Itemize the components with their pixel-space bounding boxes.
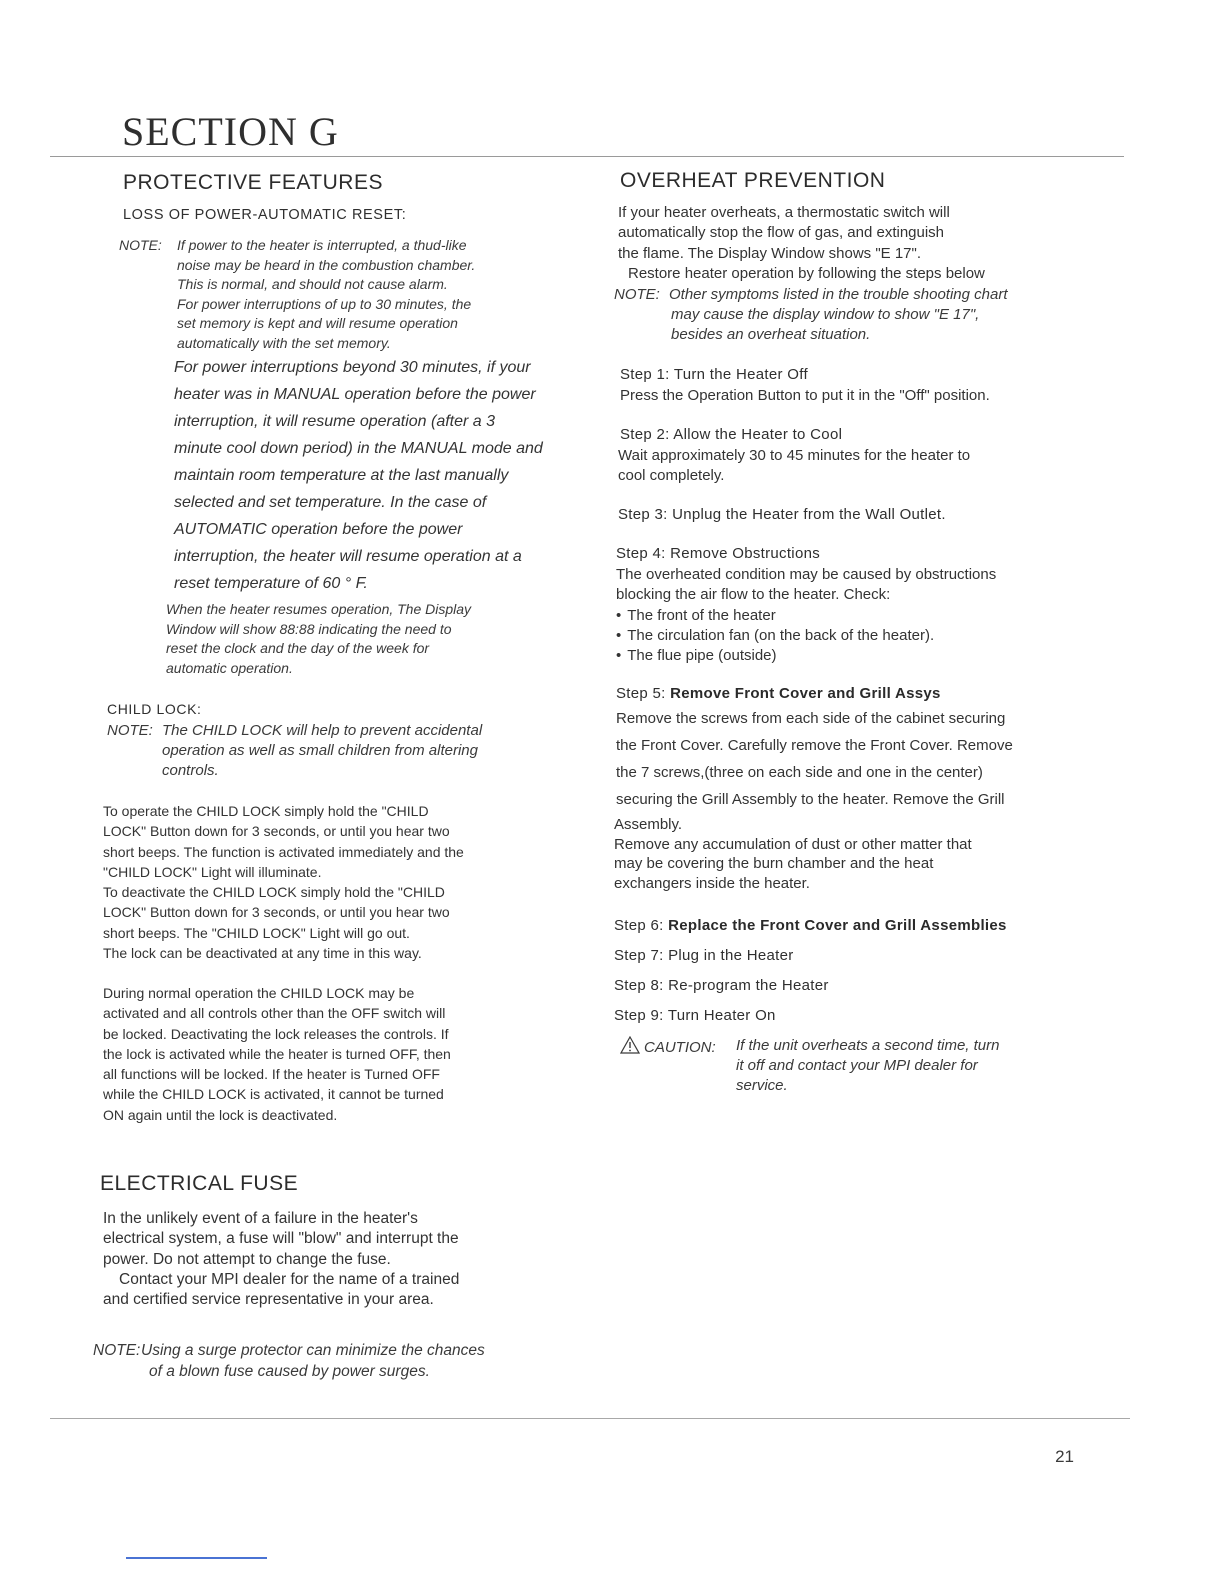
note-line: Other symptoms listed in the trouble shooting chart — [669, 286, 1008, 303]
note-line: For power interruptions of up to 30 minutes, the — [177, 295, 472, 312]
paragraph-line: exchangers inside the heater. — [614, 874, 810, 892]
note-line: Using a surge protector can minimize the chances — [141, 1342, 485, 1359]
paragraph-line: The lock can be deactivated at any time in this way. — [103, 945, 422, 962]
note-line: This is normal, and should not cause alarm. — [177, 276, 448, 292]
section-title: SECTION G — [122, 109, 339, 154]
paragraph-line: ON again until the lock is deactivated. — [103, 1106, 338, 1123]
note-line: automatic operation. — [166, 659, 293, 676]
paragraph-line: Wait approximately 30 to 45 minutes for the heater to — [618, 447, 971, 464]
paragraph-line: The overheated condition may be caused by obstructions — [616, 566, 997, 583]
paragraph-line: To deactivate the CHILD LOCK simply hold the "CHILD — [103, 884, 445, 901]
electrical-fuse-heading: ELECTRICAL FUSE — [100, 1172, 299, 1195]
note-line: If power to the heater is interrupted, a thud-like — [177, 237, 467, 253]
list-item: • The front of the heater — [616, 606, 1086, 626]
step-5-bold: Remove Front Cover and Grill Assys — [670, 685, 941, 702]
paragraph-line: all functions will be locked. If the heater is Turned OFF — [103, 1066, 440, 1083]
note-line: set memory is kept and will resume operation — [177, 315, 458, 331]
resume-operation-note — [166, 600, 586, 678]
paragraph-line: short beeps. The function is activated immediately and the — [103, 843, 464, 860]
paragraph-line: LOCK" Button down for 3 seconds, or until you hear two — [103, 823, 450, 840]
step-5-more-text — [614, 815, 1088, 893]
step-2-text — [618, 446, 1078, 487]
electrical-fuse-paragraph — [103, 1209, 573, 1310]
paragraph-line: cool completely. — [618, 467, 725, 485]
note-line: controls. — [162, 762, 219, 779]
note-line: When the heater resumes operation, The Display — [166, 601, 472, 617]
paragraph-line: electrical system, a fuse will "blow" and interrupt the — [103, 1230, 459, 1248]
power-interruption-paragraph — [174, 354, 586, 597]
paragraph-line: the 7 screws,(three on each side and one in the center) — [616, 764, 983, 781]
note-label: NOTE: — [107, 722, 153, 739]
loss-of-power-note — [119, 236, 589, 356]
paragraph-line: LOCK" Button down for 3 seconds, or until you hear two — [103, 904, 450, 921]
bottom-underline — [126, 1557, 267, 1559]
paragraph-line: the Front Cover. Carefully remove the Front Cover. Remove — [616, 737, 1013, 754]
note-line: automatically with the set memory. — [177, 334, 391, 351]
paragraph-line: may be covering the burn chamber and the heat — [614, 855, 934, 872]
caution-line: service. — [736, 1077, 788, 1094]
paragraph-line: and certified service representative in your area. — [103, 1291, 434, 1309]
paragraph-line: During normal operation the CHILD LOCK may be — [103, 985, 415, 1001]
caution-line: it off and contact your MPI dealer for — [736, 1057, 978, 1074]
paragraph-line: Remove any accumulation of dust or other matter that — [614, 835, 972, 853]
note-label: NOTE: — [614, 286, 660, 303]
paragraph-line: be locked. Deactivating the lock releases the controls. If — [103, 1025, 449, 1042]
paragraph-line: Remove the screws from each side of the cabinet securing — [616, 710, 1006, 727]
paragraph-line: blocking the air flow to the heater. Check: — [616, 586, 891, 604]
paragraph-line: short beeps. The "CHILD LOCK" Light will go out. — [103, 924, 410, 941]
surge-protector-note — [93, 1341, 563, 1385]
paragraph-line: while the CHILD LOCK is activated, it cannot be turned — [103, 1086, 444, 1103]
paragraph-line: selected and set temperature. In the case of — [174, 494, 487, 511]
step-6-title — [614, 917, 1007, 934]
step-4-title: Step 4: Remove Obstructions — [616, 545, 821, 562]
note-line: operation as well as small children from altering — [162, 742, 478, 759]
paragraph-line: interruption, it will resume operation (after a 3 — [174, 413, 496, 430]
step-4-text — [616, 565, 1086, 666]
bottom-rule — [50, 1418, 1130, 1419]
paragraph-line: activated and all controls other than the OFF switch will — [103, 1005, 446, 1022]
paragraph-line: heater was in MANUAL operation before the power — [174, 386, 536, 403]
obstruction-check-list — [616, 606, 1086, 667]
title-rule — [50, 156, 1124, 157]
step-3-title: Step 3: Unplug the Heater from the Wall Outlet. — [618, 506, 946, 523]
list-item: • The circulation fan (on the back of the heater). — [616, 626, 1086, 646]
paragraph-line: Assembly. — [614, 816, 683, 833]
step-5-text — [616, 705, 1090, 813]
step-1-text: Press the Operation Button to put it in the "Off" position. — [620, 387, 990, 404]
paragraph-line: the flame. The Display Window shows "E 17". — [618, 244, 922, 262]
paragraph-line: automatically stop the flow of gas, and extinguish — [618, 224, 945, 242]
paragraph-line: AUTOMATIC operation before the power — [174, 521, 463, 538]
paragraph-line: maintain room temperature at the last manually — [174, 467, 509, 484]
paragraph-line: the lock is activated while the heater is turned OFF, then — [103, 1045, 451, 1062]
child-lock-note — [107, 721, 577, 781]
paragraph-line: Restore heater operation by following the steps below — [628, 264, 985, 282]
overheat-intro-paragraph — [618, 203, 1078, 284]
step-6-prefix: Step 6: — [614, 917, 664, 934]
note-line: besides an overheat situation. — [671, 326, 871, 343]
paragraph-line: "CHILD LOCK" Light will illuminate. — [103, 863, 322, 880]
paragraph-line: To operate the CHILD LOCK simply hold the "CHILD — [103, 803, 429, 819]
overheat-prevention-heading: OVERHEAT PREVENTION — [620, 169, 886, 192]
step-9-title: Step 9: Turn Heater On — [614, 1007, 776, 1024]
operate-child-lock-paragraph — [103, 801, 573, 963]
page-number: 21 — [1055, 1447, 1074, 1466]
step-5-prefix: Step 5: — [616, 685, 666, 702]
paragraph-line: minute cool down period) in the MANUAL mode and — [174, 440, 543, 457]
overheat-note — [614, 285, 1084, 345]
caution-label-wrap — [620, 1036, 716, 1058]
warning-icon — [620, 1036, 640, 1054]
caution-label: CAUTION: — [644, 1039, 716, 1056]
caution-line: If the unit overheats a second time, turn — [736, 1037, 1000, 1054]
step-5-title — [616, 685, 941, 702]
paragraph-line: securing the Grill Assembly to the heater. Remove the Grill — [616, 791, 1005, 808]
note-label: NOTE: — [93, 1342, 141, 1359]
paragraph-line: interruption, the heater will resume operation at a — [174, 548, 522, 565]
loss-of-power-heading: LOSS OF POWER-AUTOMATIC RESET: — [123, 207, 407, 223]
note-line: Window will show 88:88 indicating the need to — [166, 620, 452, 637]
note-line: noise may be heard in the combustion chamber. — [177, 256, 476, 273]
list-item: • The flue pipe (outside) — [616, 646, 1086, 666]
note-label: NOTE: — [119, 237, 162, 253]
caution-note — [620, 1036, 1080, 1100]
paragraph-line: power. Do not attempt to change the fuse. — [103, 1250, 391, 1268]
paragraph-line: For power interruptions beyond 30 minutes, if your — [174, 359, 531, 376]
child-lock-heading: CHILD LOCK: — [107, 701, 202, 717]
note-line: reset the clock and the day of the week for — [166, 640, 430, 656]
protective-features-heading: PROTECTIVE FEATURES — [123, 171, 383, 194]
normal-operation-paragraph — [103, 983, 573, 1125]
step-2-title: Step 2: Allow the Heater to Cool — [620, 426, 843, 443]
note-line: The CHILD LOCK will help to prevent accidental — [162, 722, 483, 739]
paragraph-line: reset temperature of 60 ° F. — [174, 575, 368, 592]
paragraph-line: In the unlikely event of a failure in the heater's — [103, 1210, 418, 1227]
note-line: may cause the display window to show "E 17", — [671, 306, 980, 323]
step-8-title: Step 8: Re-program the Heater — [614, 977, 829, 994]
step-6-bold: Replace the Front Cover and Grill Assemblies — [668, 917, 1007, 934]
step-7-title: Step 7: Plug in the Heater — [614, 947, 794, 964]
note-line: of a blown fuse caused by power surges. — [149, 1363, 430, 1380]
paragraph-line: Contact your MPI dealer for the name of a trained — [119, 1270, 460, 1288]
step-1-title: Step 1: Turn the Heater Off — [620, 366, 808, 383]
paragraph-line: If your heater overheats, a thermostatic switch will — [618, 204, 950, 221]
